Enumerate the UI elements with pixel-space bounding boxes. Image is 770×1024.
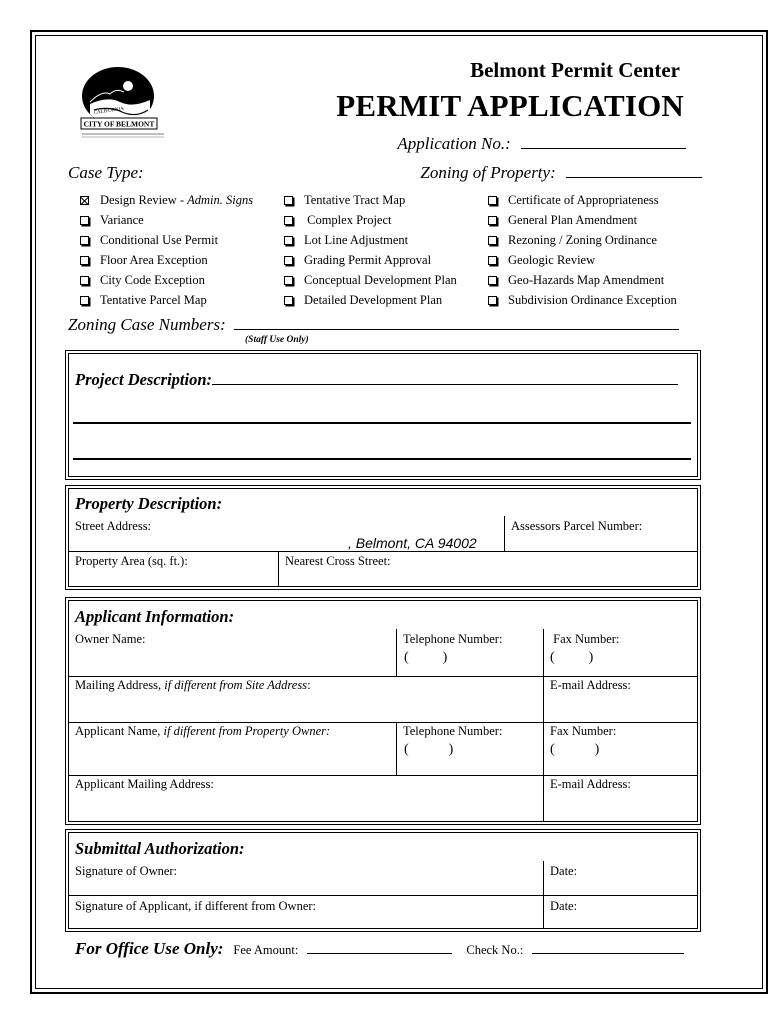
- checkbox[interactable]: [488, 256, 497, 265]
- checkbox[interactable]: [488, 296, 497, 305]
- case-option[interactable]: Variance: [80, 210, 253, 230]
- office-use-label: For Office Use Only:: [75, 939, 224, 958]
- case-option[interactable]: Lot Line Adjustment: [284, 230, 457, 250]
- applicant-signature-label: Signature of Applicant, if different from Owner:: [75, 899, 317, 913]
- case-type-column-2: [284, 190, 457, 310]
- submittal-authorization-title: Submittal Authorization:: [75, 839, 245, 858]
- case-option[interactable]: Geo-Hazards Map Amendment: [488, 270, 677, 290]
- case-option[interactable]: City Code Exception: [80, 270, 253, 290]
- case-option[interactable]: Subdivision Ordinance Exception: [488, 290, 677, 310]
- case-option[interactable]: Tentative Parcel Map: [80, 290, 253, 310]
- project-description: [75, 370, 678, 390]
- applicant-telephone-label: Telephone Number:: [403, 724, 503, 738]
- applicant-name-label: Applicant Name, if different from Property Owner:: [75, 724, 331, 738]
- applicant-email-label: E-mail Address:: [550, 777, 631, 791]
- telephone-label: Telephone Number:: [403, 632, 503, 646]
- staff-use-note: (Staff Use Only): [245, 335, 309, 345]
- case-option[interactable]: Rezoning / Zoning Ordinance: [488, 230, 677, 250]
- fax-label: Fax Number:: [550, 632, 620, 646]
- org-name: Belmont Permit Center: [470, 58, 680, 82]
- checkbox[interactable]: [80, 236, 89, 245]
- fax-field[interactable]: ( ): [550, 650, 594, 665]
- case-option[interactable]: Complex Project: [284, 210, 457, 230]
- case-option[interactable]: Conditional Use Permit: [80, 230, 253, 250]
- checkbox[interactable]: [488, 276, 497, 285]
- checkbox[interactable]: [80, 216, 89, 225]
- project-description-field-1[interactable]: [212, 384, 678, 385]
- fee-amount-label: Fee Amount:: [233, 943, 299, 957]
- zoning-of-property-field[interactable]: [566, 177, 702, 178]
- checkbox-checked[interactable]: [80, 196, 89, 205]
- case-option[interactable]: Geologic Review: [488, 250, 677, 270]
- case-option[interactable]: Grading Permit Approval: [284, 250, 457, 270]
- applicant-information-title: Applicant Information:: [75, 607, 235, 626]
- fee-amount-field[interactable]: [307, 953, 452, 954]
- checkbox[interactable]: [488, 196, 497, 205]
- checkbox[interactable]: [488, 216, 497, 225]
- checkbox[interactable]: [488, 236, 497, 245]
- application-number-field[interactable]: [521, 148, 686, 149]
- project-description-line-3[interactable]: [73, 458, 691, 460]
- checkbox[interactable]: [284, 216, 293, 225]
- zoning-of-property-label: Zoning of Property:: [420, 163, 556, 182]
- checkbox[interactable]: [284, 196, 293, 205]
- property-description-title: Property Description:: [75, 494, 223, 513]
- telephone-field[interactable]: ( ): [404, 650, 448, 665]
- checkbox[interactable]: [284, 236, 293, 245]
- divider: [543, 775, 544, 822]
- street-address-label: Street Address:: [75, 519, 152, 533]
- date-label: Date:: [550, 899, 578, 913]
- case-option[interactable]: Detailed Development Plan: [284, 290, 457, 310]
- checkbox[interactable]: [80, 296, 89, 305]
- case-option[interactable]: Conceptual Development Plan: [284, 270, 457, 290]
- checkbox[interactable]: [284, 276, 293, 285]
- application-number: [330, 134, 686, 154]
- property-area-label: Property Area (sq. ft.):: [75, 554, 188, 568]
- divider: [68, 722, 698, 723]
- owner-signature-label: Signature of Owner:: [75, 864, 178, 878]
- checkbox[interactable]: [284, 256, 293, 265]
- divider: [68, 676, 698, 677]
- applicant-telephone-field[interactable]: ( ): [404, 742, 454, 757]
- divider: [543, 676, 544, 722]
- checkbox[interactable]: [284, 296, 293, 305]
- owner-name-label: Owner Name:: [75, 632, 146, 646]
- applicant-fax-label: Fax Number:: [550, 724, 617, 738]
- case-option[interactable]: General Plan Amendment: [488, 210, 677, 230]
- divider: [396, 722, 397, 775]
- zoning-case-numbers-field[interactable]: [234, 329, 679, 330]
- applicant-fax-field[interactable]: ( ): [550, 742, 600, 757]
- divider: [543, 722, 544, 775]
- divider: [68, 551, 698, 552]
- email-label: E-mail Address:: [550, 678, 631, 692]
- application-number-label: Application No.:: [397, 134, 511, 153]
- divider: [543, 629, 544, 676]
- case-option[interactable]: Certificate of Appropriateness: [488, 190, 677, 210]
- zoning-case-numbers: Zoning Case Numbers:: [68, 315, 679, 335]
- date-label: Date:: [550, 864, 578, 878]
- checkbox[interactable]: [80, 276, 89, 285]
- city-seal-logo: [80, 66, 166, 140]
- office-use-row: [75, 939, 684, 959]
- check-no-field[interactable]: [532, 953, 684, 954]
- applicant-mailing-label: Applicant Mailing Address:: [75, 777, 214, 791]
- case-option[interactable]: Design Review - Admin. Signs: [80, 190, 253, 210]
- mailing-address-label: Mailing Address, if different from Site Address:: [75, 678, 311, 692]
- checkbox[interactable]: [80, 256, 89, 265]
- cross-street-label: Nearest Cross Street:: [285, 554, 391, 568]
- divider: [68, 895, 698, 896]
- case-type-label: Case Type:: [68, 163, 144, 182]
- project-description-line-2[interactable]: [73, 422, 691, 424]
- project-description-label: Project Description:: [75, 370, 213, 389]
- check-no-label: Check No.:: [466, 943, 524, 957]
- case-type-column-1: [80, 190, 253, 310]
- divider: [68, 775, 698, 776]
- case-option[interactable]: Floor Area Exception: [80, 250, 253, 270]
- zoning-of-property: [360, 163, 702, 183]
- logo-text: CITY OF BELMONT: [83, 119, 155, 129]
- zoning-case-numbers-label: Zoning Case Numbers: [68, 315, 221, 334]
- page-title: PERMIT APPLICATION: [336, 88, 684, 123]
- divider: [278, 551, 279, 587]
- street-address-value[interactable]: , Belmont, CA 94002: [348, 535, 477, 551]
- divider: [504, 516, 505, 551]
- divider: [396, 629, 397, 676]
- parcel-number-label: Assessors Parcel Number:: [511, 519, 643, 533]
- case-type-column-3: [488, 190, 677, 310]
- case-option[interactable]: Tentative Tract Map: [284, 190, 457, 210]
- logo-arc-text: CALIFORNIA: [93, 106, 125, 116]
